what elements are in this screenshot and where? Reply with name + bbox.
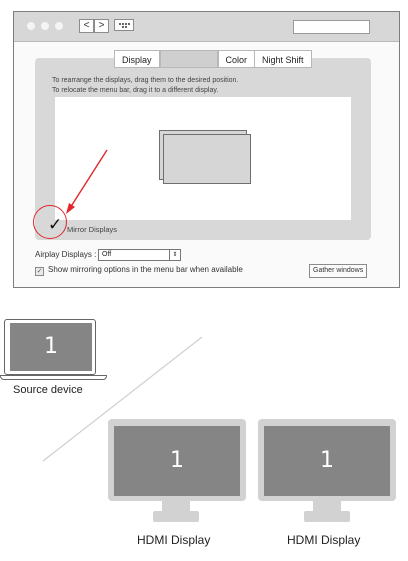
annotation-arrow-line [70,150,107,208]
tab-display[interactable]: Display [114,50,160,68]
show-mirroring-checkbox[interactable]: ✓ [36,268,43,275]
annotation-arrow-head [66,203,75,214]
select-arrows-icon: ⇕ [169,250,180,260]
tab-night-shift[interactable]: Night Shift [254,50,312,68]
back-button[interactable]: < [79,19,94,33]
laptop-screen-number: 1 [44,334,58,359]
hdmi-monitor-stand [153,511,199,522]
airplay-displays-value: Off [102,251,112,258]
source-device-label: Source device [13,384,83,396]
hdmi-monitor-screen [114,426,240,496]
laptop-screen [10,323,92,371]
tab-color[interactable]: Color [218,50,255,68]
forward-button[interactable]: > [94,19,109,33]
hdmi-monitor-neck [162,501,190,511]
hdmi-monitor-stand [304,511,350,522]
hdmi-monitor-neck [313,501,341,511]
mirror-displays-label: Mirror Displays [67,225,118,234]
instruction-line-2: To relocate the menu bar, drag it to a different display. [52,87,219,94]
laptop-base [0,375,107,380]
hdmi-display-label: HDMI Display [137,533,211,547]
hdmi-screen-number: 1 [170,448,184,473]
mirror-displays-checkbox[interactable]: ✓ [48,215,63,234]
hdmi-screen-number: 1 [320,448,334,473]
gather-windows-button[interactable]: Gather windows [309,264,367,278]
instruction-line-1: To rearrange the displays, drag them to the desired position. [52,77,239,84]
show-mirroring-label: Show mirroring options in the menu bar when available [48,265,243,274]
hdmi-display-label: HDMI Display [287,533,361,547]
hdmi-monitor-screen [264,426,390,496]
airplay-displays-label: Airplay Displays : [35,250,97,259]
